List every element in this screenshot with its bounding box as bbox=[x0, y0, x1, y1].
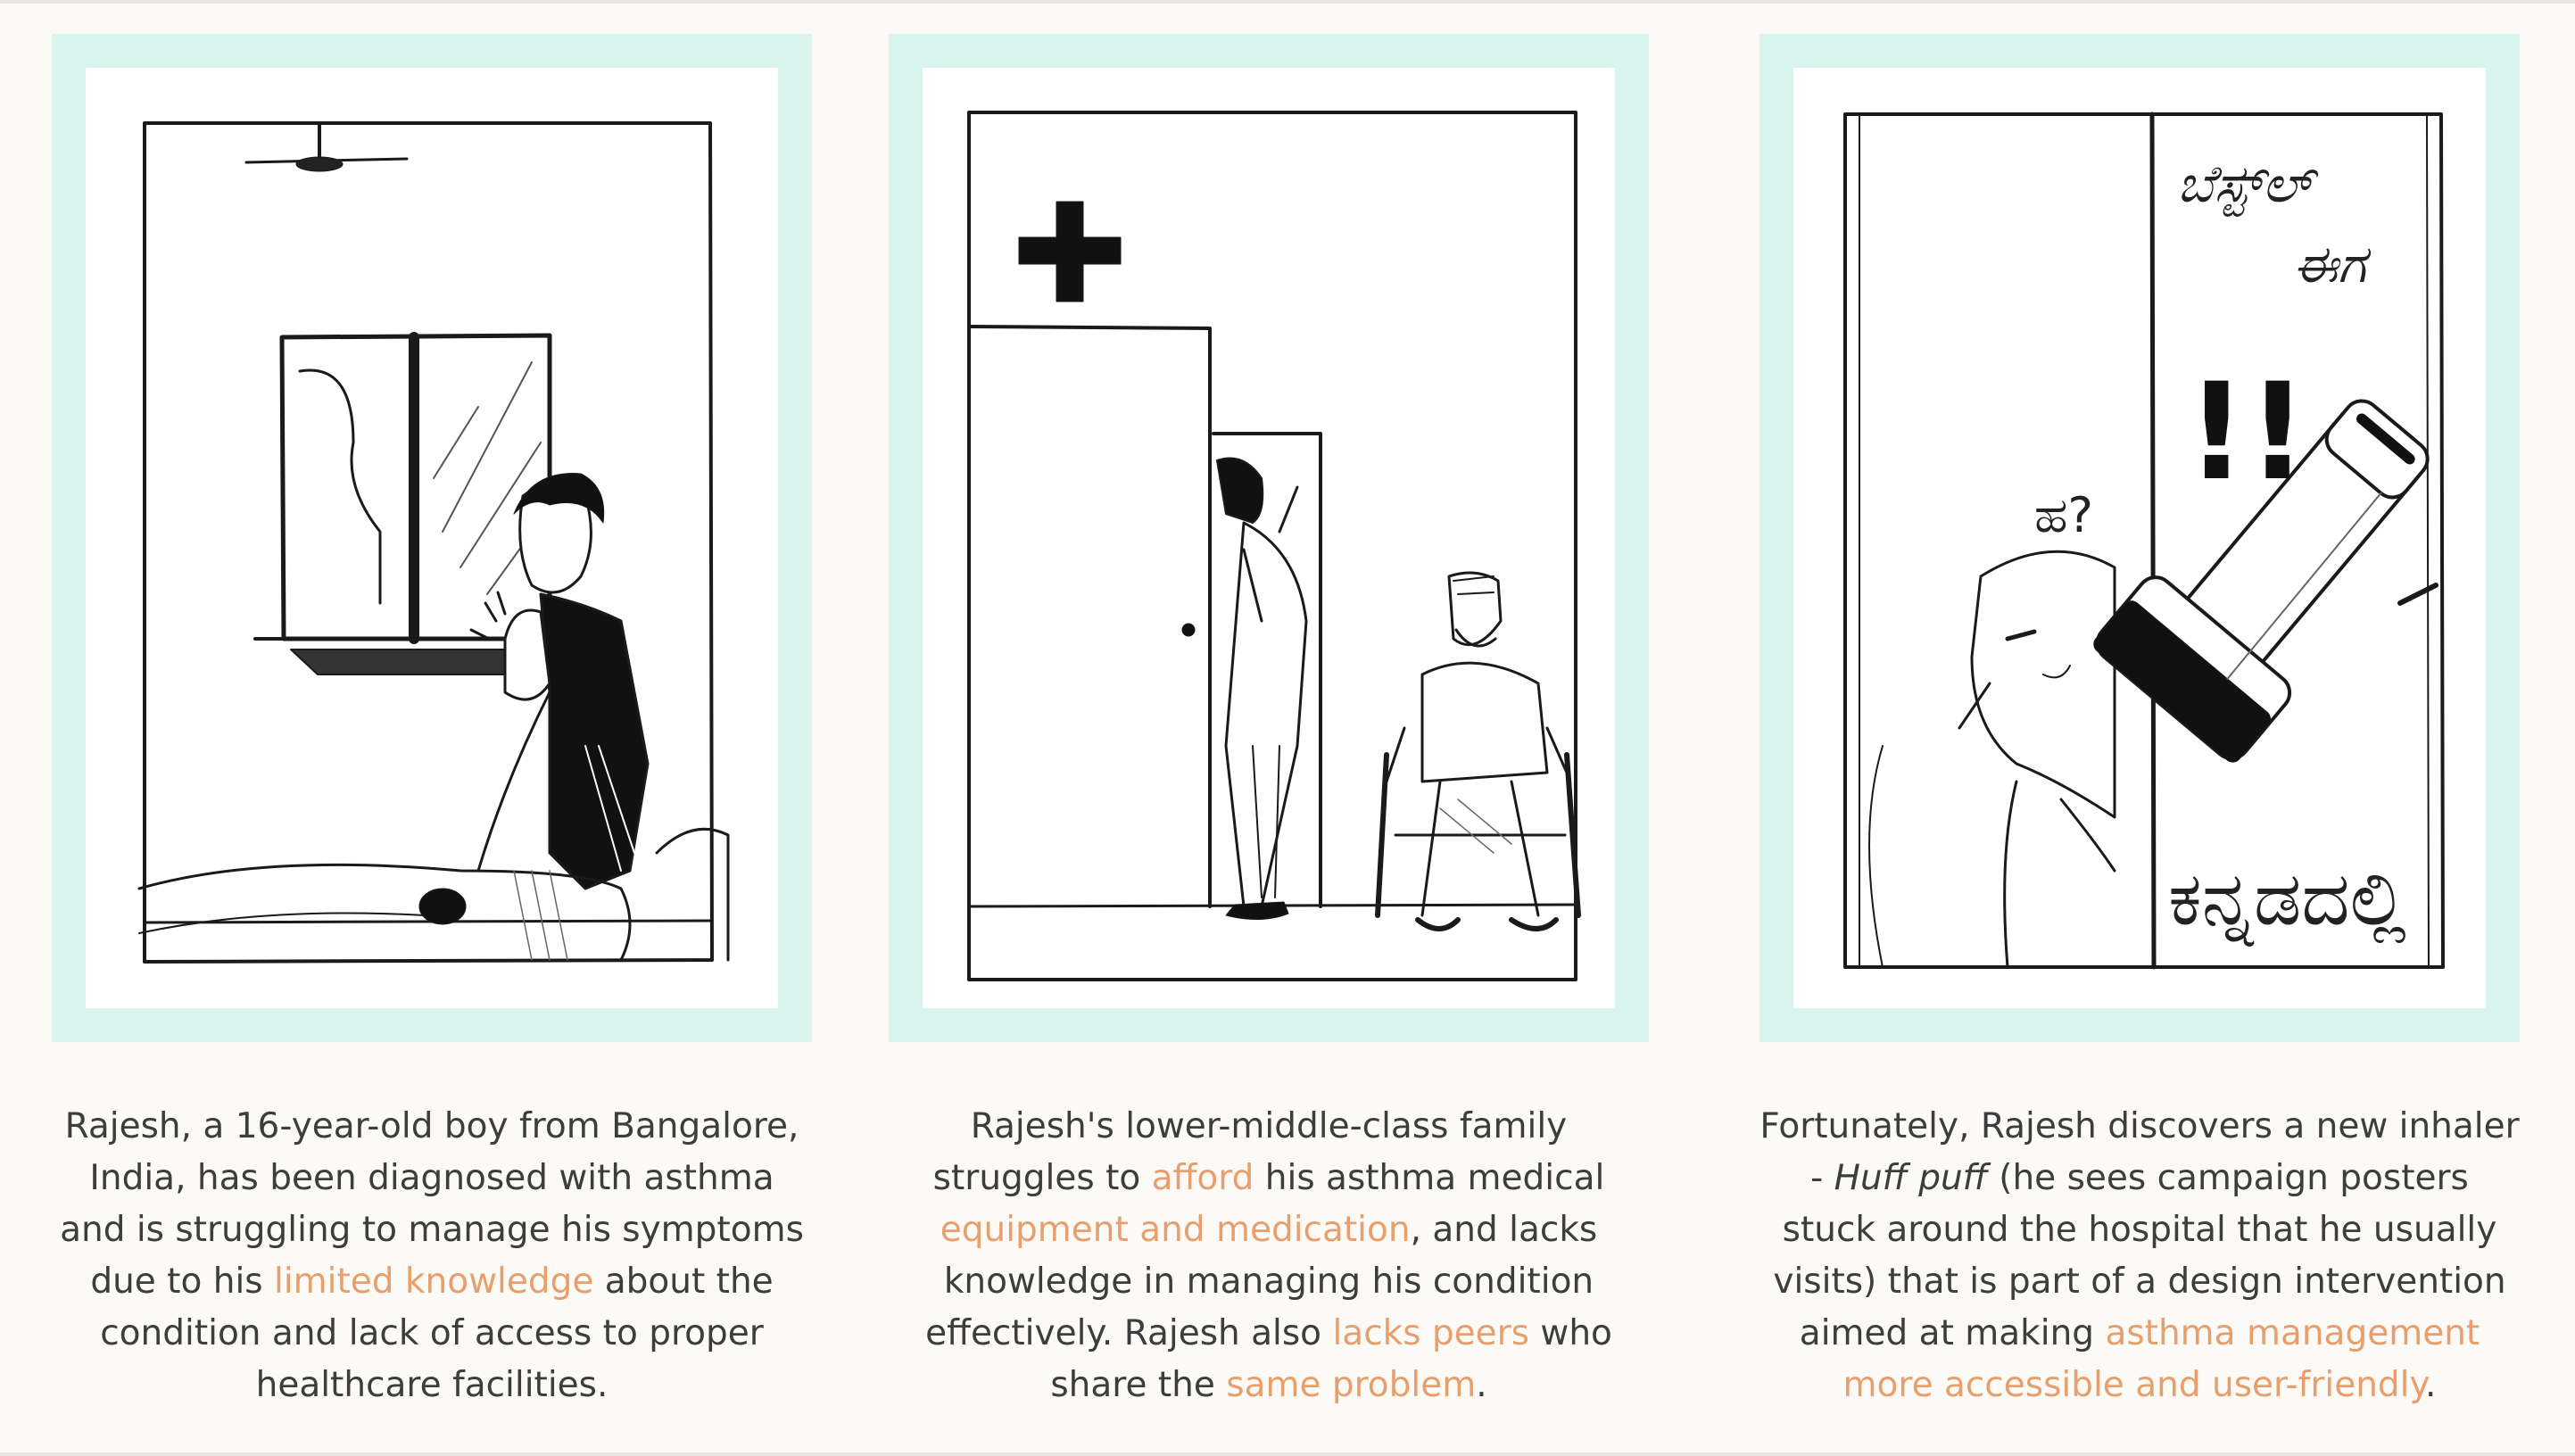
panel-frame-1 bbox=[52, 34, 812, 1042]
sketch-rajesh-bedroom bbox=[86, 68, 778, 1008]
panel-caption-1 bbox=[52, 1101, 812, 1411]
caption-text: who share the bbox=[1050, 1313, 1612, 1405]
sketch-inhaler-poster bbox=[1793, 68, 2486, 1008]
story-column-2 bbox=[889, 34, 1649, 1411]
caption-text: Rajesh's lower-middle-class family struggles to bbox=[932, 1106, 1568, 1198]
caption-text: , and lacks knowledge in managing his condition effectively. Rajesh also bbox=[925, 1210, 1598, 1353]
caption-text: Fortunately, Rajesh discovers a new inhaler - bbox=[1759, 1106, 2520, 1198]
story-column-3 bbox=[1759, 34, 2520, 1411]
panel-illustration-2 bbox=[923, 68, 1615, 1008]
highlight-limited-knowledge: limited knowledge bbox=[274, 1262, 594, 1302]
panel-illustration-1 bbox=[86, 68, 778, 1008]
poster-kannada-now: ಈಗ bbox=[2293, 234, 2366, 294]
caption-text: about the condition and lack of access to proper healthcare facilities. bbox=[100, 1262, 774, 1405]
story-column-1 bbox=[52, 34, 812, 1411]
highlight-lacks-peers: lacks peers bbox=[1332, 1313, 1530, 1353]
highlight-same-problem: same problem bbox=[1226, 1365, 1477, 1405]
panel-illustration-3 bbox=[1793, 68, 2486, 1008]
caption-text: . bbox=[1476, 1365, 1487, 1405]
sketch-hospital-corridor bbox=[923, 68, 1615, 1008]
exclamation-marks: !! bbox=[2186, 355, 2308, 510]
product-name-huff-puff: Huff puff bbox=[1834, 1158, 1988, 1198]
poster-kannada-heading: ಬೆಸ್ಟ್‌ಲ್ bbox=[2177, 153, 2314, 214]
panel-frame-3 bbox=[1759, 34, 2520, 1042]
panel-caption-2 bbox=[889, 1101, 1649, 1411]
poster-kannada-in-kannada: ಕನ್ನಡದಲ್ಲಿ bbox=[2168, 855, 2407, 942]
panel-frame-2 bbox=[889, 34, 1649, 1042]
highlight-equipment-medication: equipment and medication bbox=[940, 1210, 1411, 1250]
caption-text: Rajesh, a 16-year-old boy from Bangalore, India, has been diagnosed with asthma and is struggling to manage his symptoms due to his bbox=[60, 1106, 804, 1302]
panel-caption-3 bbox=[1759, 1101, 2520, 1411]
highlight-accessible-user-friendly: asthma management more accessible and user-friendly bbox=[1842, 1313, 2480, 1405]
top-divider bbox=[0, 0, 2575, 4]
caption-text: his asthma medical bbox=[1254, 1158, 1605, 1198]
caption-text: (he sees campaign posters stuck around the hospital that he usually visits) that is part of a design intervention aimed at making bbox=[1773, 1158, 2506, 1353]
highlight-afford: afford bbox=[1151, 1158, 1254, 1198]
caption-text: . bbox=[2425, 1365, 2437, 1405]
confused-expression: ಹ? bbox=[2034, 487, 2094, 543]
bottom-divider bbox=[0, 1452, 2575, 1456]
